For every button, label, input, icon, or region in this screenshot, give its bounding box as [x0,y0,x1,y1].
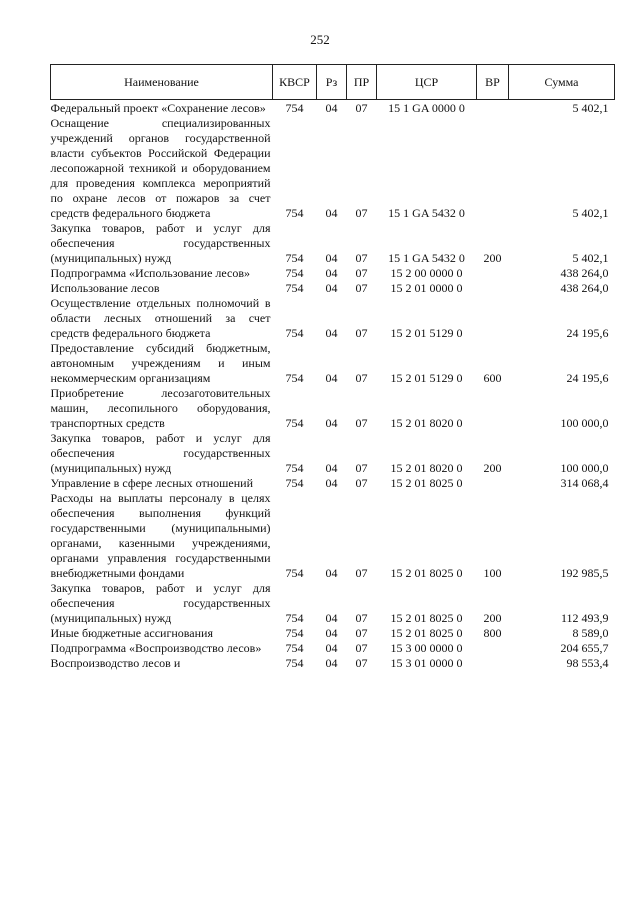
header-rz: Рз [317,65,347,100]
row-sum: 8 589,0 [572,626,609,640]
row-csr: 15 2 00 0000 0 [390,266,463,280]
header-pr: ПР [347,65,377,100]
budget-table [50,64,615,671]
row-kvsr: 754 [285,461,304,475]
row-kvsr: 754 [285,281,304,295]
row-kvsr: 754 [285,566,304,580]
row-name: Приобретение лесозаготовительных машин, лесопильного оборудования, транспортных средств [50,386,271,430]
table-row [51,116,615,221]
row-csr: 15 2 01 8025 0 [390,626,463,640]
row-rz: 04 [325,476,338,490]
row-name: Закупка товаров, работ и услуг для обеспечения государственных (муниципальных) нужд [50,221,271,265]
header-kvsr: КВСР [273,65,317,100]
row-rz: 04 [325,611,338,625]
row-name: Осуществление отдельных полномочий в области лесных отношений за счет средств федерального бюджета [50,296,271,340]
row-sum: 98 553,4 [566,656,609,670]
row-vr [477,386,509,431]
table-row [51,221,615,266]
row-pr: 07 [355,416,368,430]
table-row [51,266,615,281]
row-pr: 07 [355,371,368,385]
row-sum: 112 493,9 [560,611,609,625]
row-pr: 07 [355,626,368,640]
row-kvsr: 754 [285,476,304,490]
row-sum: 314 068,4 [560,476,609,490]
table-header-row [51,65,615,100]
row-vr [477,116,509,221]
table-row [51,626,615,641]
row-pr: 07 [355,566,368,580]
table-row [51,491,615,581]
row-sum: 5 402,1 [572,101,609,115]
row-kvsr: 754 [285,326,304,340]
row-pr: 07 [355,251,368,265]
row-sum: 100 000,0 [560,461,609,475]
row-vr: 200 [483,461,502,475]
row-rz: 04 [325,281,338,295]
row-pr: 07 [355,641,368,655]
row-rz: 04 [325,266,338,280]
row-csr: 15 2 01 8020 0 [390,416,463,430]
row-name: Управление в сфере лесных отношений [50,476,254,490]
row-rz: 04 [325,566,338,580]
row-vr [477,281,509,296]
row-sum: 204 655,7 [560,641,609,655]
table-row [51,296,615,341]
row-csr: 15 1 GA 5432 0 [388,251,465,265]
row-name: Иные бюджетные ассигнования [50,626,213,640]
table-row [51,281,615,296]
row-pr: 07 [355,266,368,280]
row-rz: 04 [325,251,338,265]
row-csr: 15 1 GA 0000 0 [388,101,465,115]
row-name: Закупка товаров, работ и услуг для обеспечения государственных (муниципальных) нужд [50,431,271,475]
row-pr: 07 [355,656,368,670]
row-sum: 438 264,0 [560,281,609,295]
row-rz: 04 [325,656,338,670]
row-name: Использование лесов [50,281,160,295]
row-pr: 07 [355,476,368,490]
row-rz: 04 [325,206,338,220]
row-csr: 15 3 00 0000 0 [390,641,463,655]
header-sum: Сумма [509,65,615,100]
table-row [51,386,615,431]
table-row [51,641,615,656]
row-csr: 15 2 01 5129 0 [390,326,463,340]
row-vr: 200 [483,251,502,265]
row-kvsr: 754 [285,416,304,430]
row-pr: 07 [355,461,368,475]
row-rz: 04 [325,101,338,115]
row-rz: 04 [325,461,338,475]
row-csr: 15 1 GA 5432 0 [388,206,465,220]
row-kvsr: 754 [285,641,304,655]
row-vr [477,476,509,491]
row-rz: 04 [325,641,338,655]
header-name: Наименование [51,65,273,100]
row-vr [477,296,509,341]
table-row [51,656,615,671]
row-name: Предоставление субсидий бюджетным, автономным учреждениям и иным некоммерческим организациям [50,341,271,385]
row-sum: 24 195,6 [566,326,609,340]
row-rz: 04 [325,371,338,385]
row-csr: 15 2 01 8025 0 [390,476,463,490]
row-pr: 07 [355,326,368,340]
row-rz: 04 [325,416,338,430]
row-vr: 100 [483,566,502,580]
row-rz: 04 [325,626,338,640]
table-row [51,341,615,386]
row-name: Расходы на выплаты персоналу в целях обеспечения выполнения функций государственными (муниципальными) органами, казенными учреждениями, органами управления государственными внебюджетными фондами [50,491,271,580]
row-kvsr: 754 [285,101,304,115]
row-kvsr: 754 [285,611,304,625]
row-vr [477,100,509,117]
row-vr: 200 [483,611,502,625]
row-vr: 600 [483,371,502,385]
table-row [51,100,615,117]
row-sum: 5 402,1 [572,251,609,265]
row-kvsr: 754 [285,626,304,640]
row-csr: 15 2 01 8020 0 [390,461,463,475]
row-vr: 800 [483,626,502,640]
row-name: Подпрограмма «Использование лесов» [50,266,251,280]
table-row [51,476,615,491]
row-kvsr: 754 [285,371,304,385]
row-name: Закупка товаров, работ и услуг для обеспечения государственных (муниципальных) нужд [50,581,271,625]
row-sum: 5 402,1 [572,206,609,220]
row-sum: 192 985,5 [560,566,609,580]
table-row [51,431,615,476]
row-csr: 15 2 01 8025 0 [390,566,463,580]
row-pr: 07 [355,101,368,115]
row-csr: 15 3 01 0000 0 [390,656,463,670]
row-name: Федеральный проект «Сохранение лесов» [50,101,266,115]
row-sum: 100 000,0 [560,416,609,430]
row-pr: 07 [355,206,368,220]
row-csr: 15 2 01 8025 0 [390,611,463,625]
row-pr: 07 [355,611,368,625]
row-vr [477,266,509,281]
row-kvsr: 754 [285,251,304,265]
row-vr [477,656,509,671]
row-vr [477,641,509,656]
row-csr: 15 2 01 0000 0 [390,281,463,295]
row-kvsr: 754 [285,656,304,670]
row-rz: 04 [325,326,338,340]
row-kvsr: 754 [285,266,304,280]
row-sum: 24 195,6 [566,371,609,385]
page-number: 252 [310,32,330,47]
table-row [51,581,615,626]
row-pr: 07 [355,281,368,295]
row-kvsr: 754 [285,206,304,220]
header-csr: ЦСР [377,65,477,100]
row-name: Оснащение специализированных учреждений органов государственной власти субъектов Российской Федерации лесопожарной техникой и оборудованием для проведения комплекса мероприятий по охране лесов от пожаров за счет средств федерального бюджета [50,116,271,220]
row-sum: 438 264,0 [560,266,609,280]
header-vr: ВР [477,65,509,100]
row-csr: 15 2 01 5129 0 [390,371,463,385]
row-name: Подпрограмма «Воспроизводство лесов» [50,641,262,655]
row-name: Воспроизводство лесов и [50,656,181,670]
